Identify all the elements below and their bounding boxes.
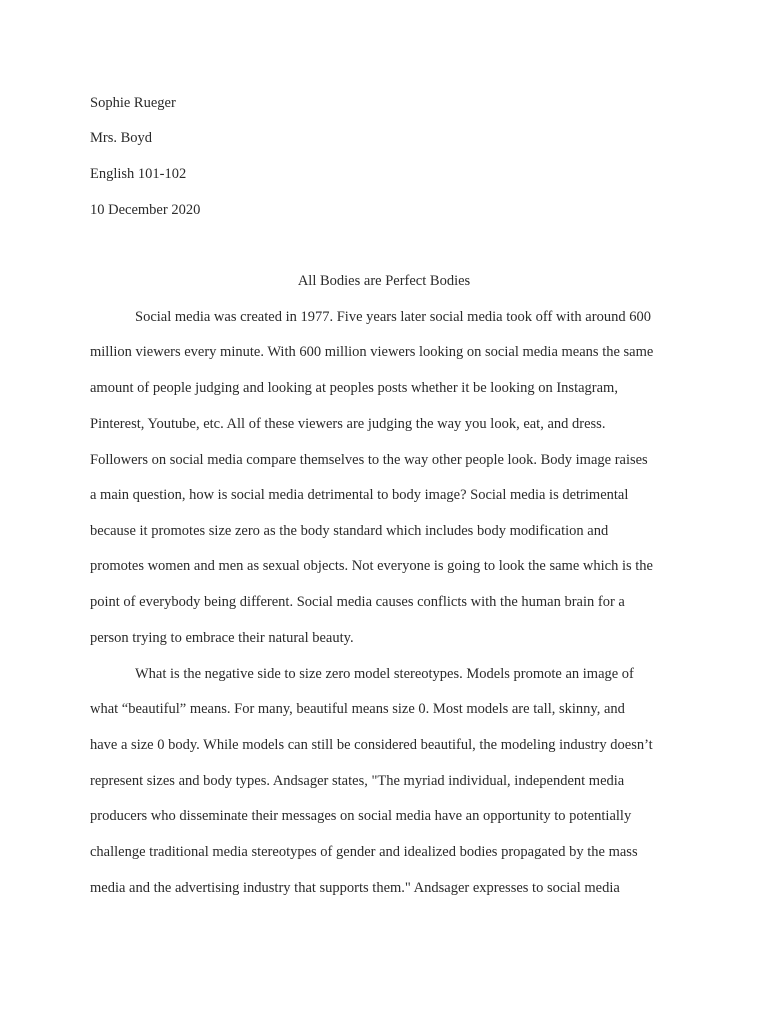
paragraph-1-line: million viewers every minute. With 600 million viewers looking on social media means the same — [90, 344, 654, 360]
paragraph-2-line: producers who disseminate their messages on social media have an opportunity to potentially — [90, 808, 632, 824]
paragraph-2-line: What is the negative side to size zero model stereotypes. Models promote an image of — [135, 666, 634, 682]
course-name: English 101-102 — [90, 166, 187, 182]
paragraph-2-line: have a size 0 body. While models can still be considered beautiful, the modeling industry doesn’t — [90, 737, 653, 753]
paragraph-2-line: what “beautiful” means. For many, beautiful means size 0. Most models are tall, skinny, and — [90, 701, 625, 717]
paragraph-2-line: challenge traditional media stereotypes of gender and idealized bodies propagated by the mass — [90, 844, 638, 860]
paragraph-1-line: Followers on social media compare themselves to the way other people look. Body image raises — [90, 452, 648, 468]
paragraph-1-line: because it promotes size zero as the body standard which includes body modification and — [90, 523, 609, 539]
paragraph-2-line: media and the advertising industry that supports them." Andsager expresses to social media — [90, 880, 620, 896]
essay-title: All Bodies are Perfect Bodies — [297, 273, 471, 289]
paragraph-2-line: represent sizes and body types. Andsager states, "The myriad individual, independent media — [90, 773, 625, 789]
paragraph-1-line: promotes women and men as sexual objects. Not everyone is going to look the same which is the — [90, 558, 653, 574]
paragraph-1-line: a main question, how is social media detrimental to body image? Social media is detrimental — [90, 487, 629, 503]
paragraph-1-line: amount of people judging and looking at peoples posts whether it be looking on Instagram, — [90, 380, 618, 396]
date: 10 December 2020 — [90, 202, 201, 218]
teacher-name: Mrs. Boyd — [90, 130, 153, 146]
student-name: Sophie Rueger — [90, 95, 176, 111]
paragraph-1-line: Social media was created in 1977. Five years later social media took off with around 600 — [135, 309, 651, 325]
paragraph-1-line: person trying to embrace their natural beauty. — [90, 630, 354, 646]
paragraph-1-line: Pinterest, Youtube, etc. All of these viewers are judging the way you look, eat, and dress. — [90, 416, 606, 432]
paragraph-1-line: point of everybody being different. Social media causes conflicts with the human brain for a — [90, 594, 625, 610]
